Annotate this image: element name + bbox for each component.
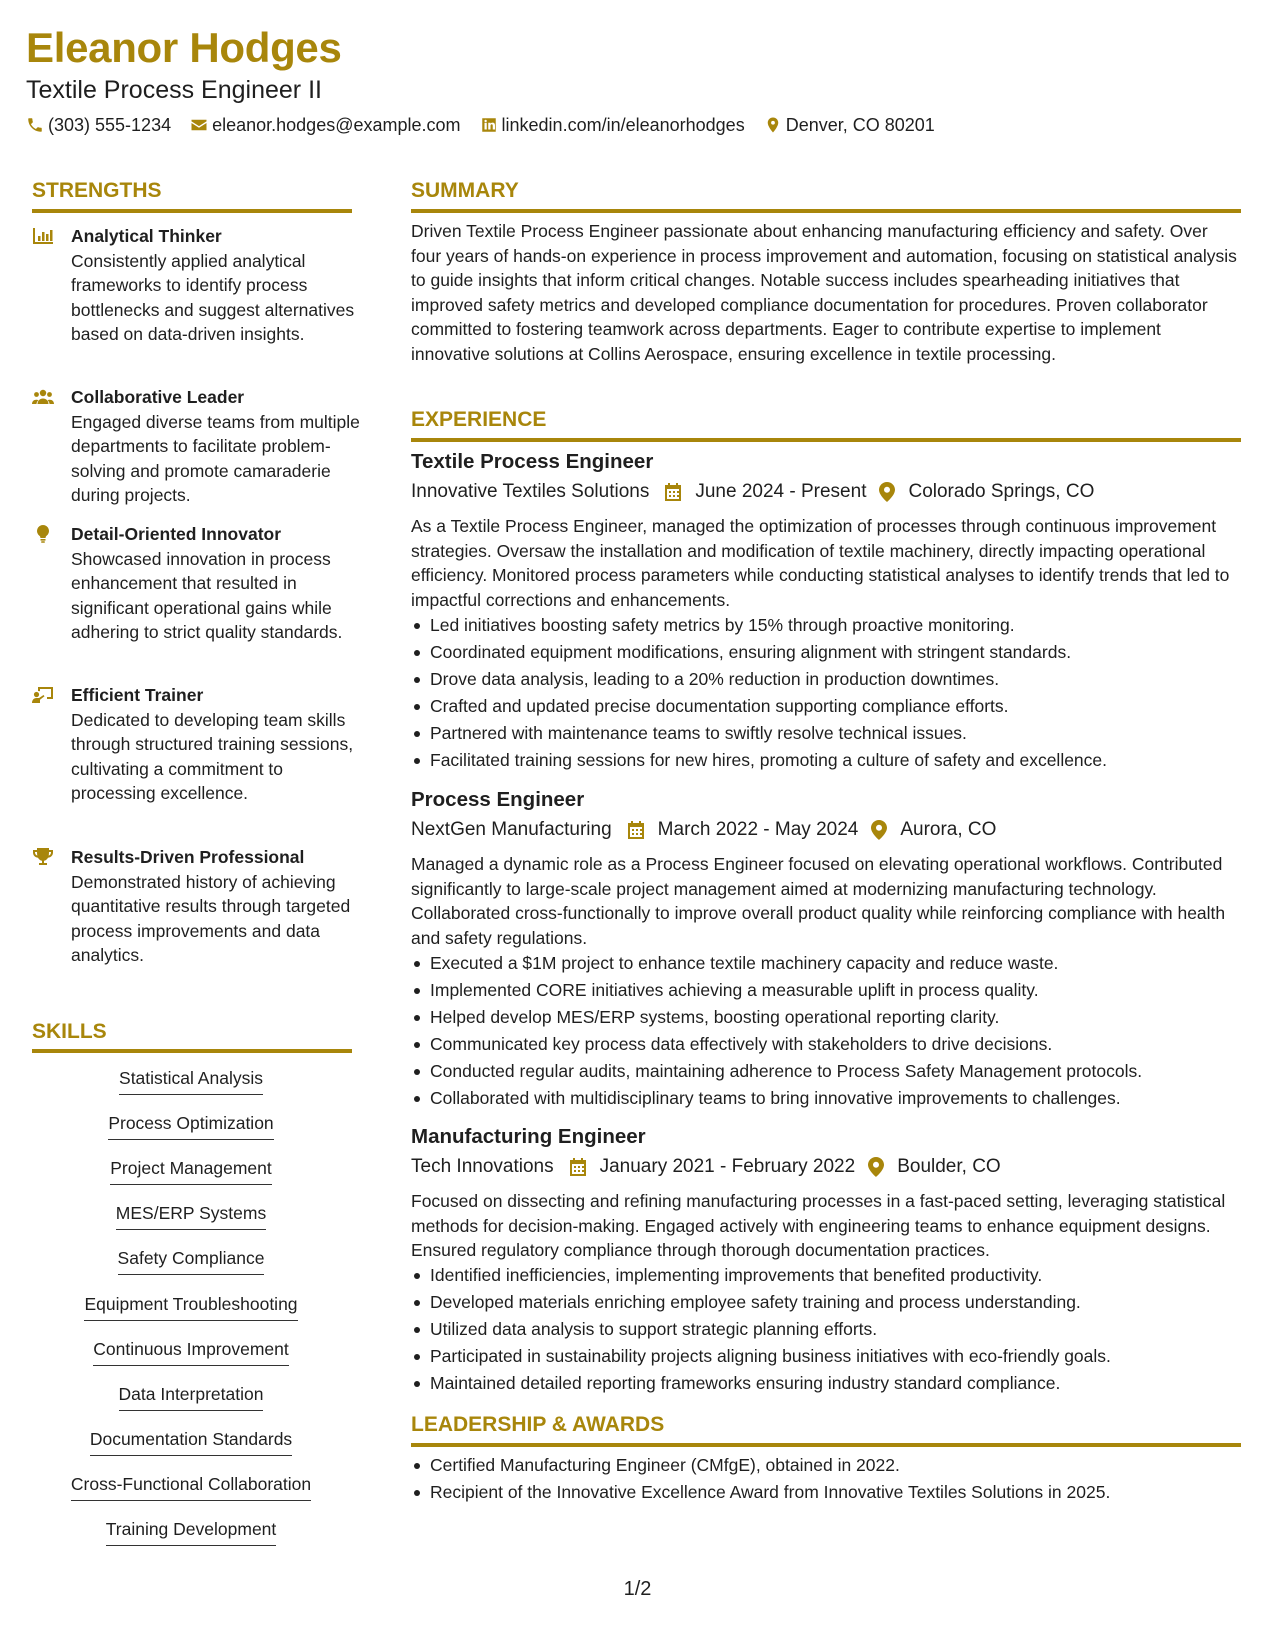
contact-bar (26, 113, 954, 137)
teacher-icon (32, 686, 54, 704)
skill-label: Safety Compliance (118, 1246, 265, 1275)
trophy-icon (32, 848, 54, 866)
contact-phone (26, 115, 171, 136)
skill-tag (32, 1201, 350, 1230)
location-pin-icon (879, 482, 895, 502)
bullet-item: Implemented CORE initiatives achieving a measurable uplift in process quality. (411, 977, 1241, 1004)
bullet-item: Communicated key process data effectively with stakeholders to drive decisions. (411, 1031, 1241, 1058)
job-meta (411, 1154, 1001, 1180)
contact-linkedin[interactable] (480, 115, 745, 136)
bullet-item: Collaborated with multidisciplinary teams to bring innovative improvements to challenges. (411, 1085, 1241, 1112)
skill-label: Documentation Standards (90, 1427, 292, 1456)
bullet-item: Executed a $1M project to enhance textile machinery capacity and reduce waste. (411, 950, 1241, 977)
job-location: Boulder, CO (897, 1156, 1001, 1177)
envelope-icon (190, 116, 208, 134)
skill-tag (32, 1292, 350, 1321)
candidate-title: Textile Process Engineer II (26, 76, 322, 104)
phone-text: (303) 555-1234 (48, 114, 172, 135)
job-meta (411, 479, 1094, 505)
job-company: Innovative Textiles Solutions (411, 481, 650, 502)
skill-tag (32, 1517, 350, 1546)
skill-label: Project Management (110, 1156, 271, 1185)
linkedin-link[interactable]: linkedin.com/in/eleanorhodges (501, 114, 745, 135)
contact-location (764, 115, 935, 136)
strength-description: Dedicated to developing team skills through structured training sessions, cultivating a commitment to processing excellence. (71, 710, 354, 803)
candidate-name: Eleanor Hodges (26, 24, 342, 71)
award-item: Recipient of the Innovative Excellence Award from Innovative Textiles Solutions in 2025. (411, 1479, 1241, 1506)
skill-label: Process Optimization (108, 1111, 273, 1140)
email-link[interactable]: eleanor.hodges@example.com (212, 114, 461, 135)
job-description: Focused on dissecting and refining manufacturing processes in a fast-paced setting, leveraging statistical methods for decision-making. Engaged actively with engineering teams to enhance equipment designs. Ensured regulatory compliance through thorough documentation practices. (411, 1191, 1226, 1260)
job-location: Aurora, CO (900, 819, 997, 840)
leadership-divider (411, 1443, 1241, 1447)
job-description: As a Textile Process Engineer, managed the optimization of processes through continuous improvement strategies. Oversaw the installation and modification of textile machinery, directly impacting operational efficiency. Monitored process parameters while conducting statistical analyses to identify trends that led to impactful corrections and enhancements. (411, 516, 1230, 610)
job-company: NextGen Manufacturing (411, 819, 612, 840)
linkedin-icon (480, 116, 498, 134)
job-title: Manufacturing Engineer (411, 1125, 646, 1148)
location-pin-icon (868, 1157, 884, 1177)
experience-heading: EXPERIENCE (411, 408, 547, 431)
job-location: Colorado Springs, CO (908, 481, 1095, 502)
calendar-icon (568, 1157, 588, 1177)
leadership-list (411, 1452, 1241, 1506)
strengths-heading: STRENGTHS (32, 179, 162, 202)
skills-heading: SKILLS (32, 1020, 107, 1043)
bullet-item: Crafted and updated precise documentation supporting compliance efforts. (411, 693, 1241, 720)
job-company: Tech Innovations (411, 1156, 554, 1177)
skill-label: Data Interpretation (119, 1382, 264, 1411)
skill-tag (32, 1472, 350, 1501)
bullet-item: Maintained detailed reporting frameworks ensuring industry standard compliance. (411, 1370, 1241, 1397)
experience-divider (411, 438, 1241, 442)
bullet-item: Drove data analysis, leading to a 20% reduction in production downtimes. (411, 666, 1241, 693)
strength-description: Consistently applied analytical frameworks to identify process bottlenecks and suggest alternatives based on data-driven insights. (71, 251, 355, 344)
strength-title: Results-Driven Professional (71, 847, 305, 867)
calendar-icon (663, 482, 683, 502)
bullet-item: Led initiatives boosting safety metrics by 15% through proactive monitoring. (411, 612, 1241, 639)
job-title: Textile Process Engineer (411, 450, 654, 473)
location-pin-icon (764, 116, 782, 134)
job-dates: March 2022 - May 2024 (657, 819, 859, 840)
bullet-item: Participated in sustainability projects aligning business initiatives with eco-friendly goals. (411, 1343, 1241, 1370)
phone-icon (26, 116, 44, 134)
bullet-item: Conducted regular audits, maintaining adherence to Process Safety Management protocols. (411, 1058, 1241, 1085)
page-number: 1/2 (623, 1578, 652, 1600)
bullet-item: Coordinated equipment modifications, ensuring alignment with stringent standards. (411, 639, 1241, 666)
skill-label: MES/ERP Systems (116, 1201, 266, 1230)
job-dates: January 2021 - February 2022 (599, 1156, 856, 1177)
skill-tag (32, 1382, 350, 1411)
users-icon (32, 388, 54, 406)
bar-chart-icon (32, 227, 54, 245)
skill-tag (32, 1111, 350, 1140)
strength-title: Collaborative Leader (71, 387, 245, 407)
bullet-item: Developed materials enriching employee safety training and process understanding. (411, 1289, 1241, 1316)
strengths-divider (32, 209, 352, 213)
skill-tag (32, 1066, 350, 1095)
skill-label: Training Development (106, 1517, 277, 1546)
calendar-icon (626, 820, 646, 840)
summary-heading: SUMMARY (411, 179, 519, 202)
skill-tag (32, 1427, 350, 1456)
job-bullets (411, 950, 1241, 1112)
strength-description: Demonstrated history of achieving quantitative results through targeted process improvements and data analytics. (71, 872, 351, 965)
job-bullets (411, 612, 1241, 774)
summary-divider (411, 209, 1241, 213)
job-bullets (411, 1262, 1241, 1397)
skills-divider (32, 1049, 352, 1053)
strength-title: Efficient Trainer (71, 685, 204, 705)
strength-description: Showcased innovation in process enhancement that resulted in significant operational gains while adhering to strict quality standards. (71, 549, 343, 642)
job-title: Process Engineer (411, 788, 585, 811)
lightbulb-icon (32, 525, 54, 543)
skill-tag (32, 1337, 350, 1366)
summary-text: Driven Textile Process Engineer passionate about enhancing manufacturing efficiency and safety. Over four years of hands-on experience in process improvement and automation, focusing on statistical analysis to guide insights that inform critical changes. Notable success includes spearheading initiatives that improved safety metrics and developed compliance documentation for procedures. Proven collaborator committed to fostering teamwork across departments. Eager to contribute expertise to implement innovative solutions at Collins Aerospace, ensuring excellence in textile processing. (411, 221, 1237, 364)
strength-title: Analytical Thinker (71, 226, 222, 246)
bullet-item: Facilitated training sessions for new hires, promoting a culture of safety and excellence. (411, 747, 1241, 774)
bullet-item: Partnered with maintenance teams to swiftly resolve technical issues. (411, 720, 1241, 747)
skill-tag (32, 1156, 350, 1185)
job-description: Managed a dynamic role as a Process Engineer focused on elevating operational workflows. Contributed significantly to large-scale project management aimed at modernizing manufacturing technology. Collaborated cross-functionally to improve overall product quality while reinforcing compliance with health and safety regulations. (411, 854, 1226, 948)
skill-tag (32, 1246, 350, 1275)
skill-label: Equipment Troubleshooting (84, 1292, 297, 1321)
bullet-item: Identified inefficiencies, implementing improvements that benefited productivity. (411, 1262, 1241, 1289)
contact-email[interactable] (190, 115, 460, 136)
skill-label: Statistical Analysis (119, 1066, 263, 1095)
skill-label: Continuous Improvement (93, 1337, 289, 1366)
award-item: Certified Manufacturing Engineer (CMfgE), obtained in 2022. (411, 1452, 1241, 1479)
skill-label: Cross-Functional Collaboration (71, 1472, 311, 1501)
leadership-heading: LEADERSHIP & AWARDS (411, 1413, 665, 1436)
strength-description: Engaged diverse teams from multiple departments to facilitate problem-solving and promote camaraderie during projects. (71, 412, 360, 505)
job-meta (411, 817, 996, 843)
bullet-item: Utilized data analysis to support strategic planning efforts. (411, 1316, 1241, 1343)
location-pin-icon (871, 820, 887, 840)
strength-title: Detail-Oriented Innovator (71, 524, 282, 544)
job-dates: June 2024 - Present (695, 481, 867, 502)
bullet-item: Helped develop MES/ERP systems, boosting operational reporting clarity. (411, 1004, 1241, 1031)
location-text: Denver, CO 80201 (785, 114, 935, 135)
